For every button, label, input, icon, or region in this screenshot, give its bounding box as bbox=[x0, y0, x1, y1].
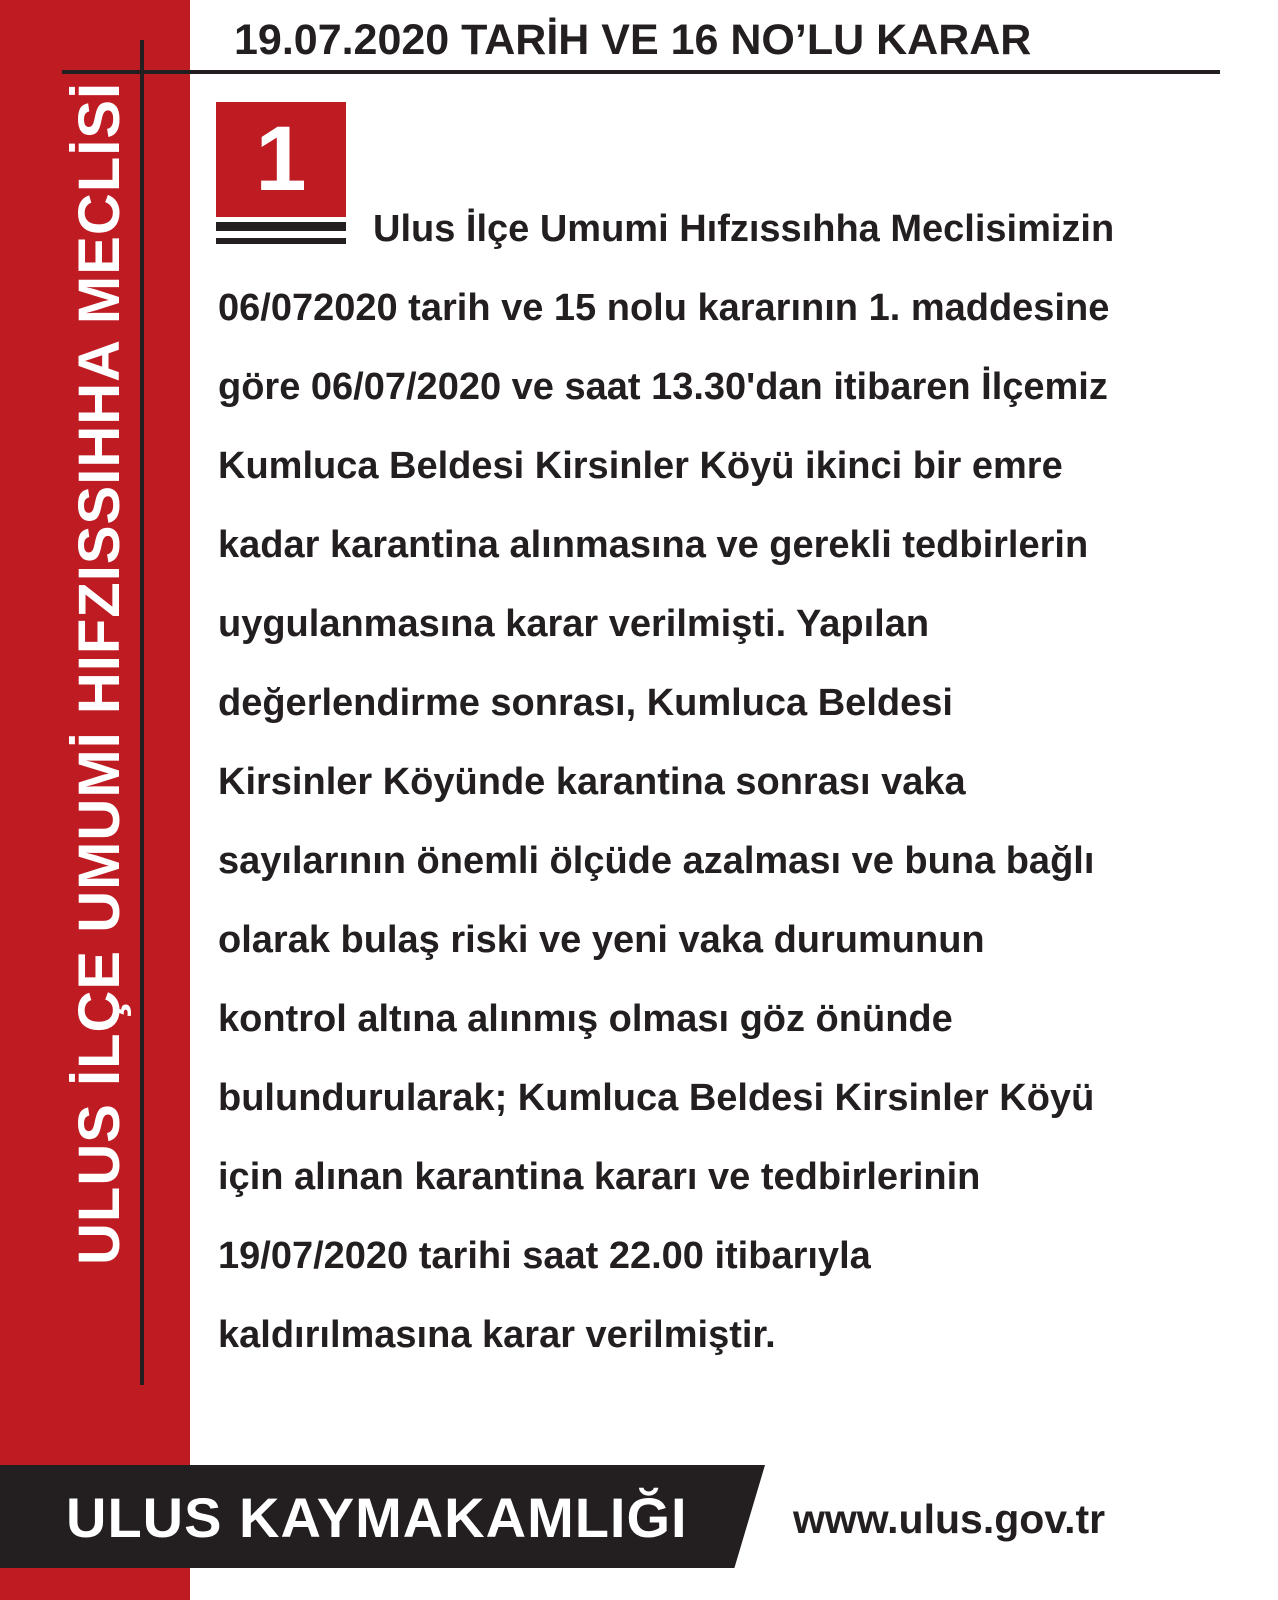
footer-url[interactable]: www.ulus.gov.tr bbox=[793, 1496, 1106, 1542]
text-line: olarak bulaş riski ve yeni vaka durumunun bbox=[218, 919, 985, 961]
text-line: kaldırılmasına karar verilmiştir. bbox=[218, 1314, 776, 1356]
footer-title: ULUS KAYMAKAMLIĞI bbox=[66, 1486, 688, 1549]
item-number: 1 bbox=[255, 108, 307, 210]
text-line: uygulanmasına karar verilmişti. Yapılan bbox=[218, 603, 930, 645]
decision-text bbox=[218, 190, 1228, 1375]
text-line: bulundurularak; Kumluca Beldesi Kirsinler Köyü bbox=[218, 1077, 1095, 1119]
text-line: 06/072020 tarih ve 15 nolu kararının 1. maddesine bbox=[218, 287, 1110, 329]
text-line: için alınan karantina kararı ve tedbirlerinin bbox=[218, 1156, 981, 1198]
vertical-divider bbox=[140, 40, 144, 1385]
text-line: sayılarının önemli ölçüde azalması ve buna bağlı bbox=[218, 840, 1095, 882]
text-line: Ulus İlçe Umumi Hıfzıssıhha Meclisimizin bbox=[373, 208, 1115, 250]
text-line: kadar karantina alınmasına ve gerekli tedbirlerin bbox=[218, 524, 1089, 566]
text-line: kontrol altına alınmış olması göz önünde bbox=[218, 998, 953, 1040]
text-line: 19/07/2020 tarihi saat 22.00 itibarıyla bbox=[218, 1235, 871, 1277]
text-line: göre 06/07/2020 ve saat 13.30'dan itibaren İlçemiz bbox=[218, 366, 1108, 408]
text-line: Kumluca Beldesi Kirsinler Köyü ikinci bir emre bbox=[218, 445, 1063, 487]
page-title: 19.07.2020 TARİH VE 16 NO’LU KARAR bbox=[234, 16, 1032, 64]
text-line: Kirsinler Köyünde karantina sonrası vaka bbox=[218, 761, 966, 803]
sidebar-vertical-title: ULUS İLÇE UMUMİ HIFZISSIHHA MECLİSİ bbox=[67, 81, 132, 1265]
text-line: değerlendirme sonrası, Kumluca Beldesi bbox=[218, 682, 953, 724]
header-divider bbox=[62, 70, 1220, 74]
